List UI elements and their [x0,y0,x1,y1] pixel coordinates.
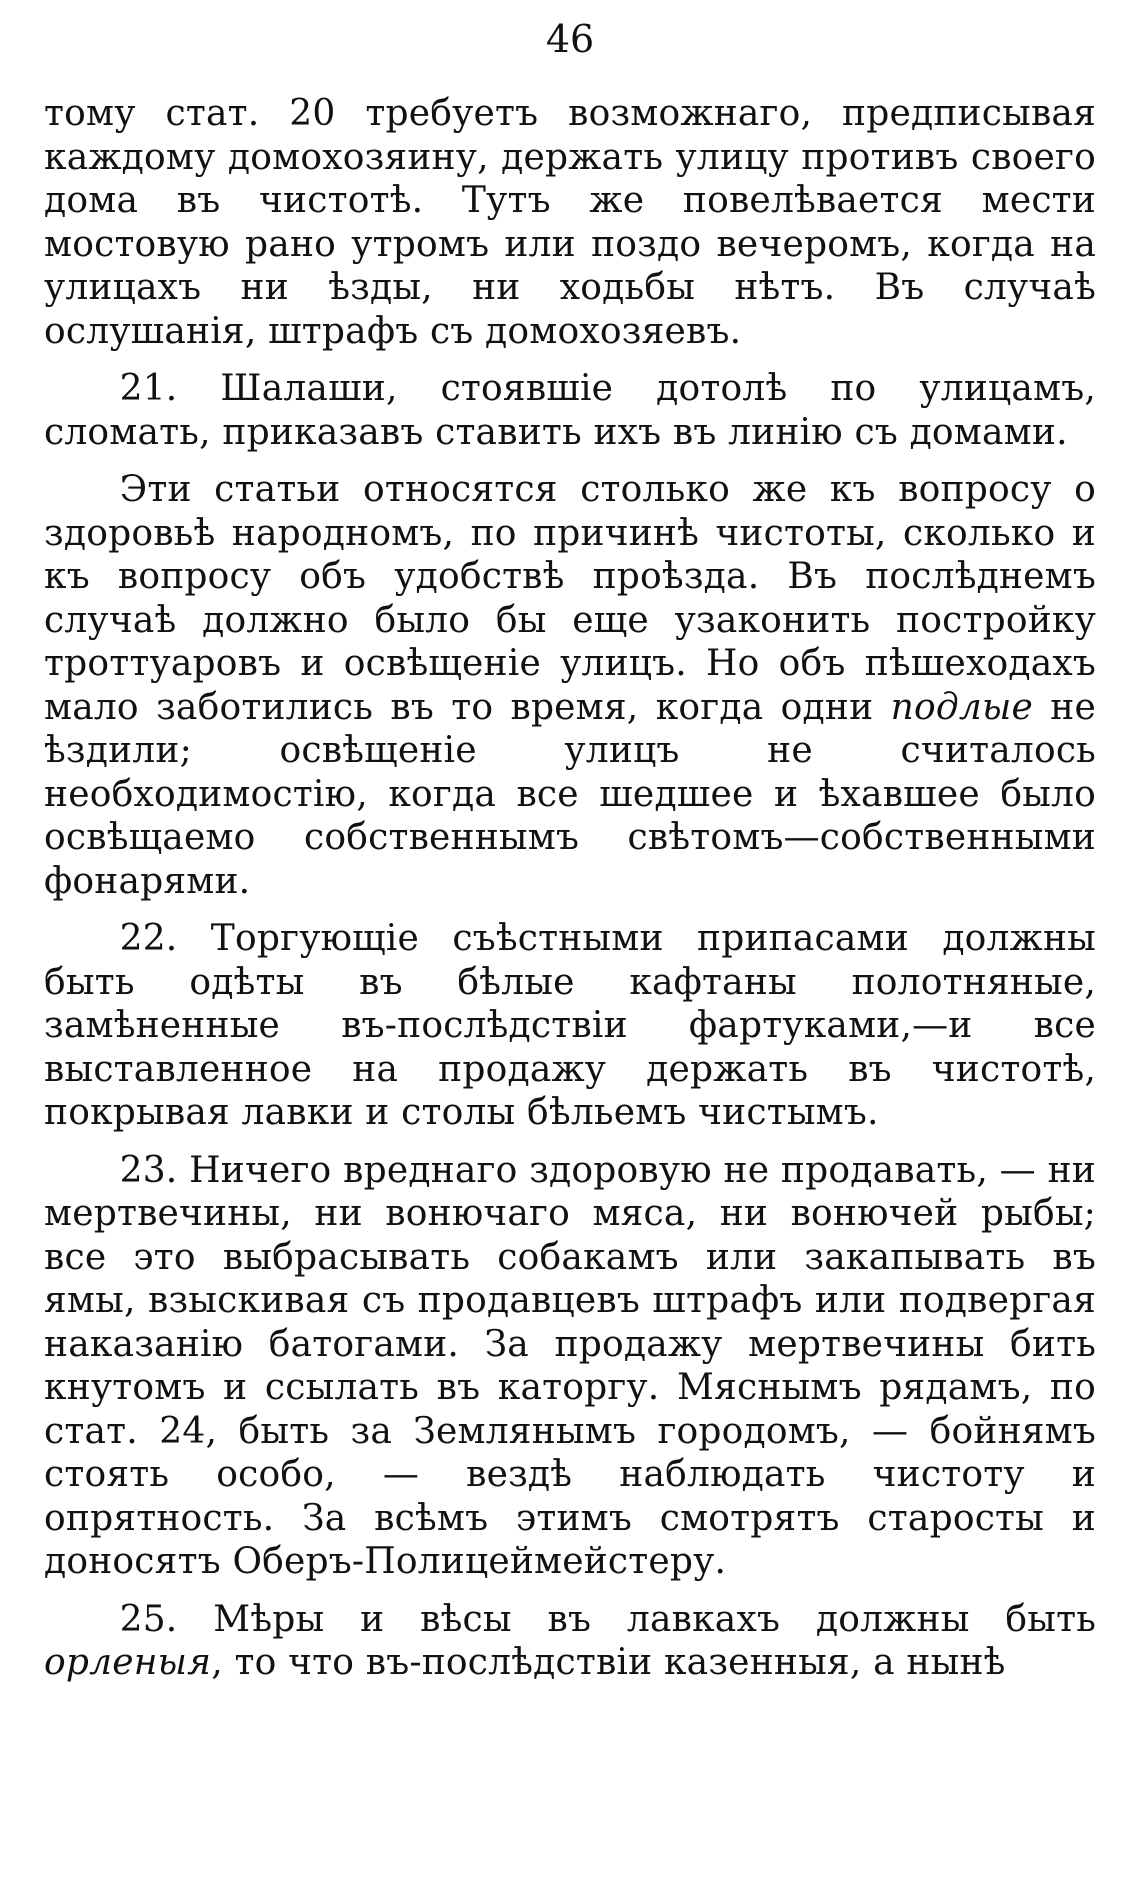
paragraph-text: 25. Мѣры и вѣсы въ лавкахъ должны быть [119,1598,1096,1640]
paragraph-article-21 [44,367,1096,454]
paragraph-text: , то что въ-послѣдствіи казенныя, а нынѣ [211,1642,1006,1683]
paragraph-article-25 [44,1598,1096,1685]
italic-term: подлые [890,686,1034,728]
italic-term: орленыя [44,1642,212,1683]
paragraph-continuation [44,92,1096,353]
paragraph-text: не ѣздили; освѣщеніе улицъ не считалось необходимостію, когда все шедшее и ѣхавшее было освѣщаемо собственнымъ свѣтомъ—собственными фонарями. [44,686,1096,902]
paragraph-text: 23. Ничего вреднаго здоровую не продавать, — ни мертвечины, ни вонючаго мяса, ни вонючей рыбы; все это выбрасывать собакамъ или закапывать въ ямы, взыскивая съ продавцевъ штрафъ или подвергая наказанію батогами. За продажу мертвечины бить кнутомъ и ссылать въ каторгу. Мяснымъ рядамъ, по стат. 24, быть за Землянымъ городомъ, — бойнямъ стоять особо, — вездѣ наблюдать чистоту и опрятность. За всѣмъ этимъ смотрятъ старосты и доносятъ Оберъ-Полицеймейстеру. [44,1149,1096,1582]
paragraph-commentary [44,468,1096,903]
paragraph-text: Эти статьи относятся столько же къ вопросу о здоровьѣ народномъ, по причинѣ чистоты, сколько и къ вопросу объ удобствѣ проѣзда. Въ послѣднемъ случаѣ должно было бы еще узаконить постройку троттуаровъ и освѣщеніе улицъ. Но объ пѣшеходахъ мало заботились въ то время, когда одни [44,469,1096,728]
page-body [44,92,1096,1685]
paragraph-article-23 [44,1149,1096,1584]
page-number: 46 [545,17,595,61]
paragraph-text: тому стат. 20 требуетъ возможнаго, предписывая каждому домохозяину, держать улицу противъ своего дома въ чистотѣ. Тутъ же повелѣвается мести мостовую рано утромъ или поздо вечеромъ, когда на улицахъ ни ѣзды, ни ходьбы нѣтъ. Въ случаѣ ослушанія, штрафъ съ домохозяевъ. [44,93,1096,352]
paragraph-article-22 [44,917,1096,1135]
paragraph-text: 22. Торгующіе съѣстными припасами должны быть одѣты въ бѣлые кафтаны полотняные, замѣненные въ-послѣдствіи фартуками,—и все выставленное на продажу держать въ чистотѣ, покрывая лавки и столы бѣльемъ чистымъ. [44,918,1096,1133]
paragraph-text: 21. Шалаши, стоявшіе дотолѣ по улицамъ, сломать, приказавъ ставить ихъ въ линію съ домами. [44,368,1096,453]
